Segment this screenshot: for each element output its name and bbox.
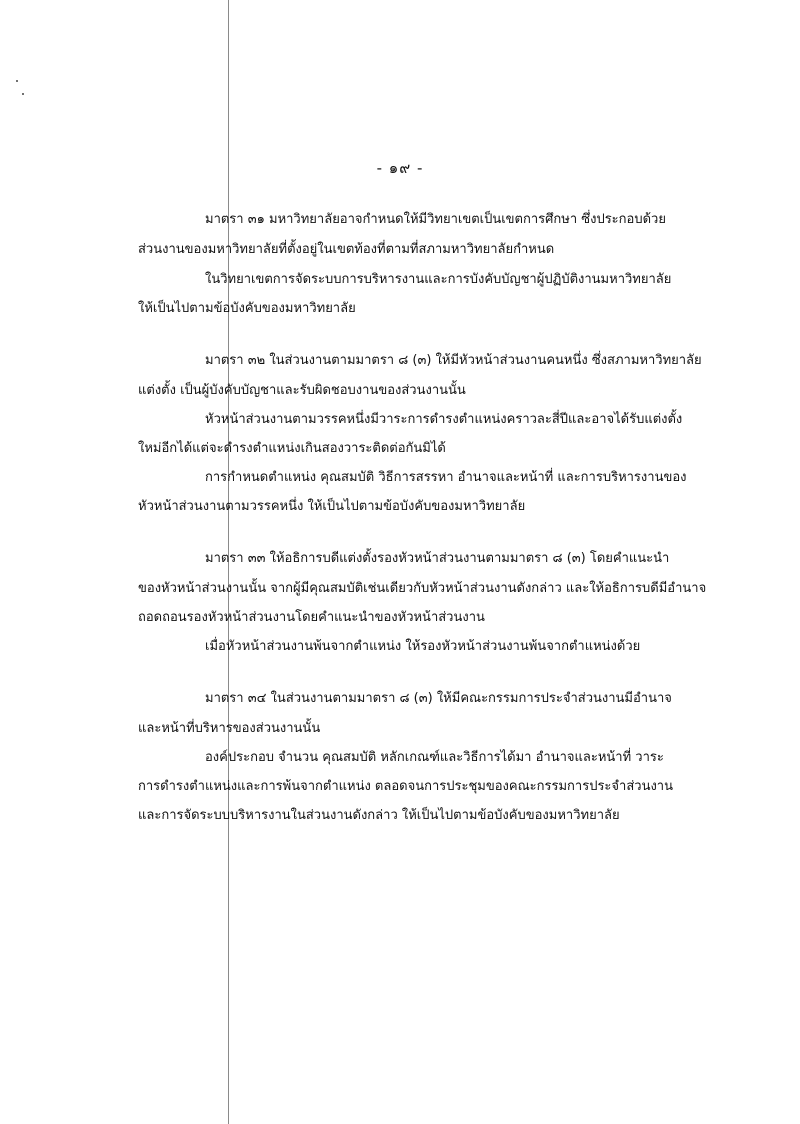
text-line: ใหม่อีกได้แต่จะดำรงตำแหน่งเกินสองวาระติดต่อกันมิได้ [138,441,446,456]
text-line: มาตรา ๓๑ มหาวิทยาลัยอาจกำหนดให้มีวิทยาเขตเป็นเขตการศึกษา ซึ่งประกอบด้วย [205,212,666,227]
text-line: และการจัดระบบบริหารงานในส่วนงานดังกล่าว ให้เป็นไปตามข้อบังคับของมหาวิทยาลัย [138,808,620,823]
page-number: - ๑๙ - [376,159,424,177]
text-line: หัวหน้าส่วนงานตามวรรคหนึ่ง ให้เป็นไปตามข้อบังคับของมหาวิทยาลัย [138,499,526,514]
text-line: ของหัวหน้าส่วนงานนั้น จากผู้มีคุณสมบัติเช่นเดียวกับหัวหน้าส่วนงานดังกล่าว และให้อธิการบดีมีอำนาจ [138,581,707,596]
text-line: ถอดถอนรองหัวหน้าส่วนงานโดยคำแนะนำของหัวหน้าส่วนงาน [138,610,485,625]
text-line: ให้เป็นไปตามข้อบังคับของมหาวิทยาลัย [138,301,356,316]
scan-speck [16,80,18,82]
text-line: ในวิทยาเขตการจัดระบบการบริหารงานและการบังคับบัญชาผู้ปฏิบัติงานมหาวิทยาลัย [205,272,672,287]
text-line: ส่วนงานของมหาวิทยาลัยที่ตั้งอยู่ในเขตท้องที่ตามที่สภามหาวิทยาลัยกำหนด [138,242,555,257]
scan-speck [22,93,24,95]
text-line: หัวหน้าส่วนงานตามวรรคหนึ่งมีวาระการดำรงตำแหน่งคราวละสี่ปีและอาจได้รับแต่งตั้ง [205,412,683,427]
text-line: องค์ประกอบ จำนวน คุณสมบัติ หลักเกณฑ์และวิธีการได้มา อำนาจและหน้าที่ วาระ [205,750,664,765]
text-line: เมื่อหัวหน้าส่วนงานพ้นจากตำแหน่ง ให้รองหัวหน้าส่วนงานพ้นจากตำแหน่งด้วย [205,639,641,654]
text-line: การดำรงตำแหน่งและการพ้นจากตำแหน่ง ตลอดจนการประชุมของคณะกรรมการประจำส่วนงาน [138,779,673,794]
text-line: แต่งตั้ง เป็นผู้บังคับบัญชาและรับผิดชอบงานของส่วนงานนั้น [138,383,466,398]
text-line: มาตรา ๓๔ ในส่วนงานตามมาตรา ๘ (๓) ให้มีคณะกรรมการประจำส่วนงานมีอำนาจ [205,691,672,706]
text-line: มาตรา ๓๒ ในส่วนงานตามมาตรา ๘ (๓) ให้มีหัวหน้าส่วนงานคนหนึ่ง ซึ่งสภามหาวิทยาลัย [205,353,702,368]
text-line: มาตรา ๓๓ ให้อธิการบดีแต่งตั้งรองหัวหน้าส่วนงานตามมาตรา ๘ (๓) โดยคำแนะนำ [205,551,670,566]
text-line: และหน้าที่บริหารของส่วนงานนั้น [138,721,321,736]
text-line: การกำหนดตำแหน่ง คุณสมบัติ วิธีการสรรหา อำนาจและหน้าที่ และการบริหารงานของ [205,470,687,485]
